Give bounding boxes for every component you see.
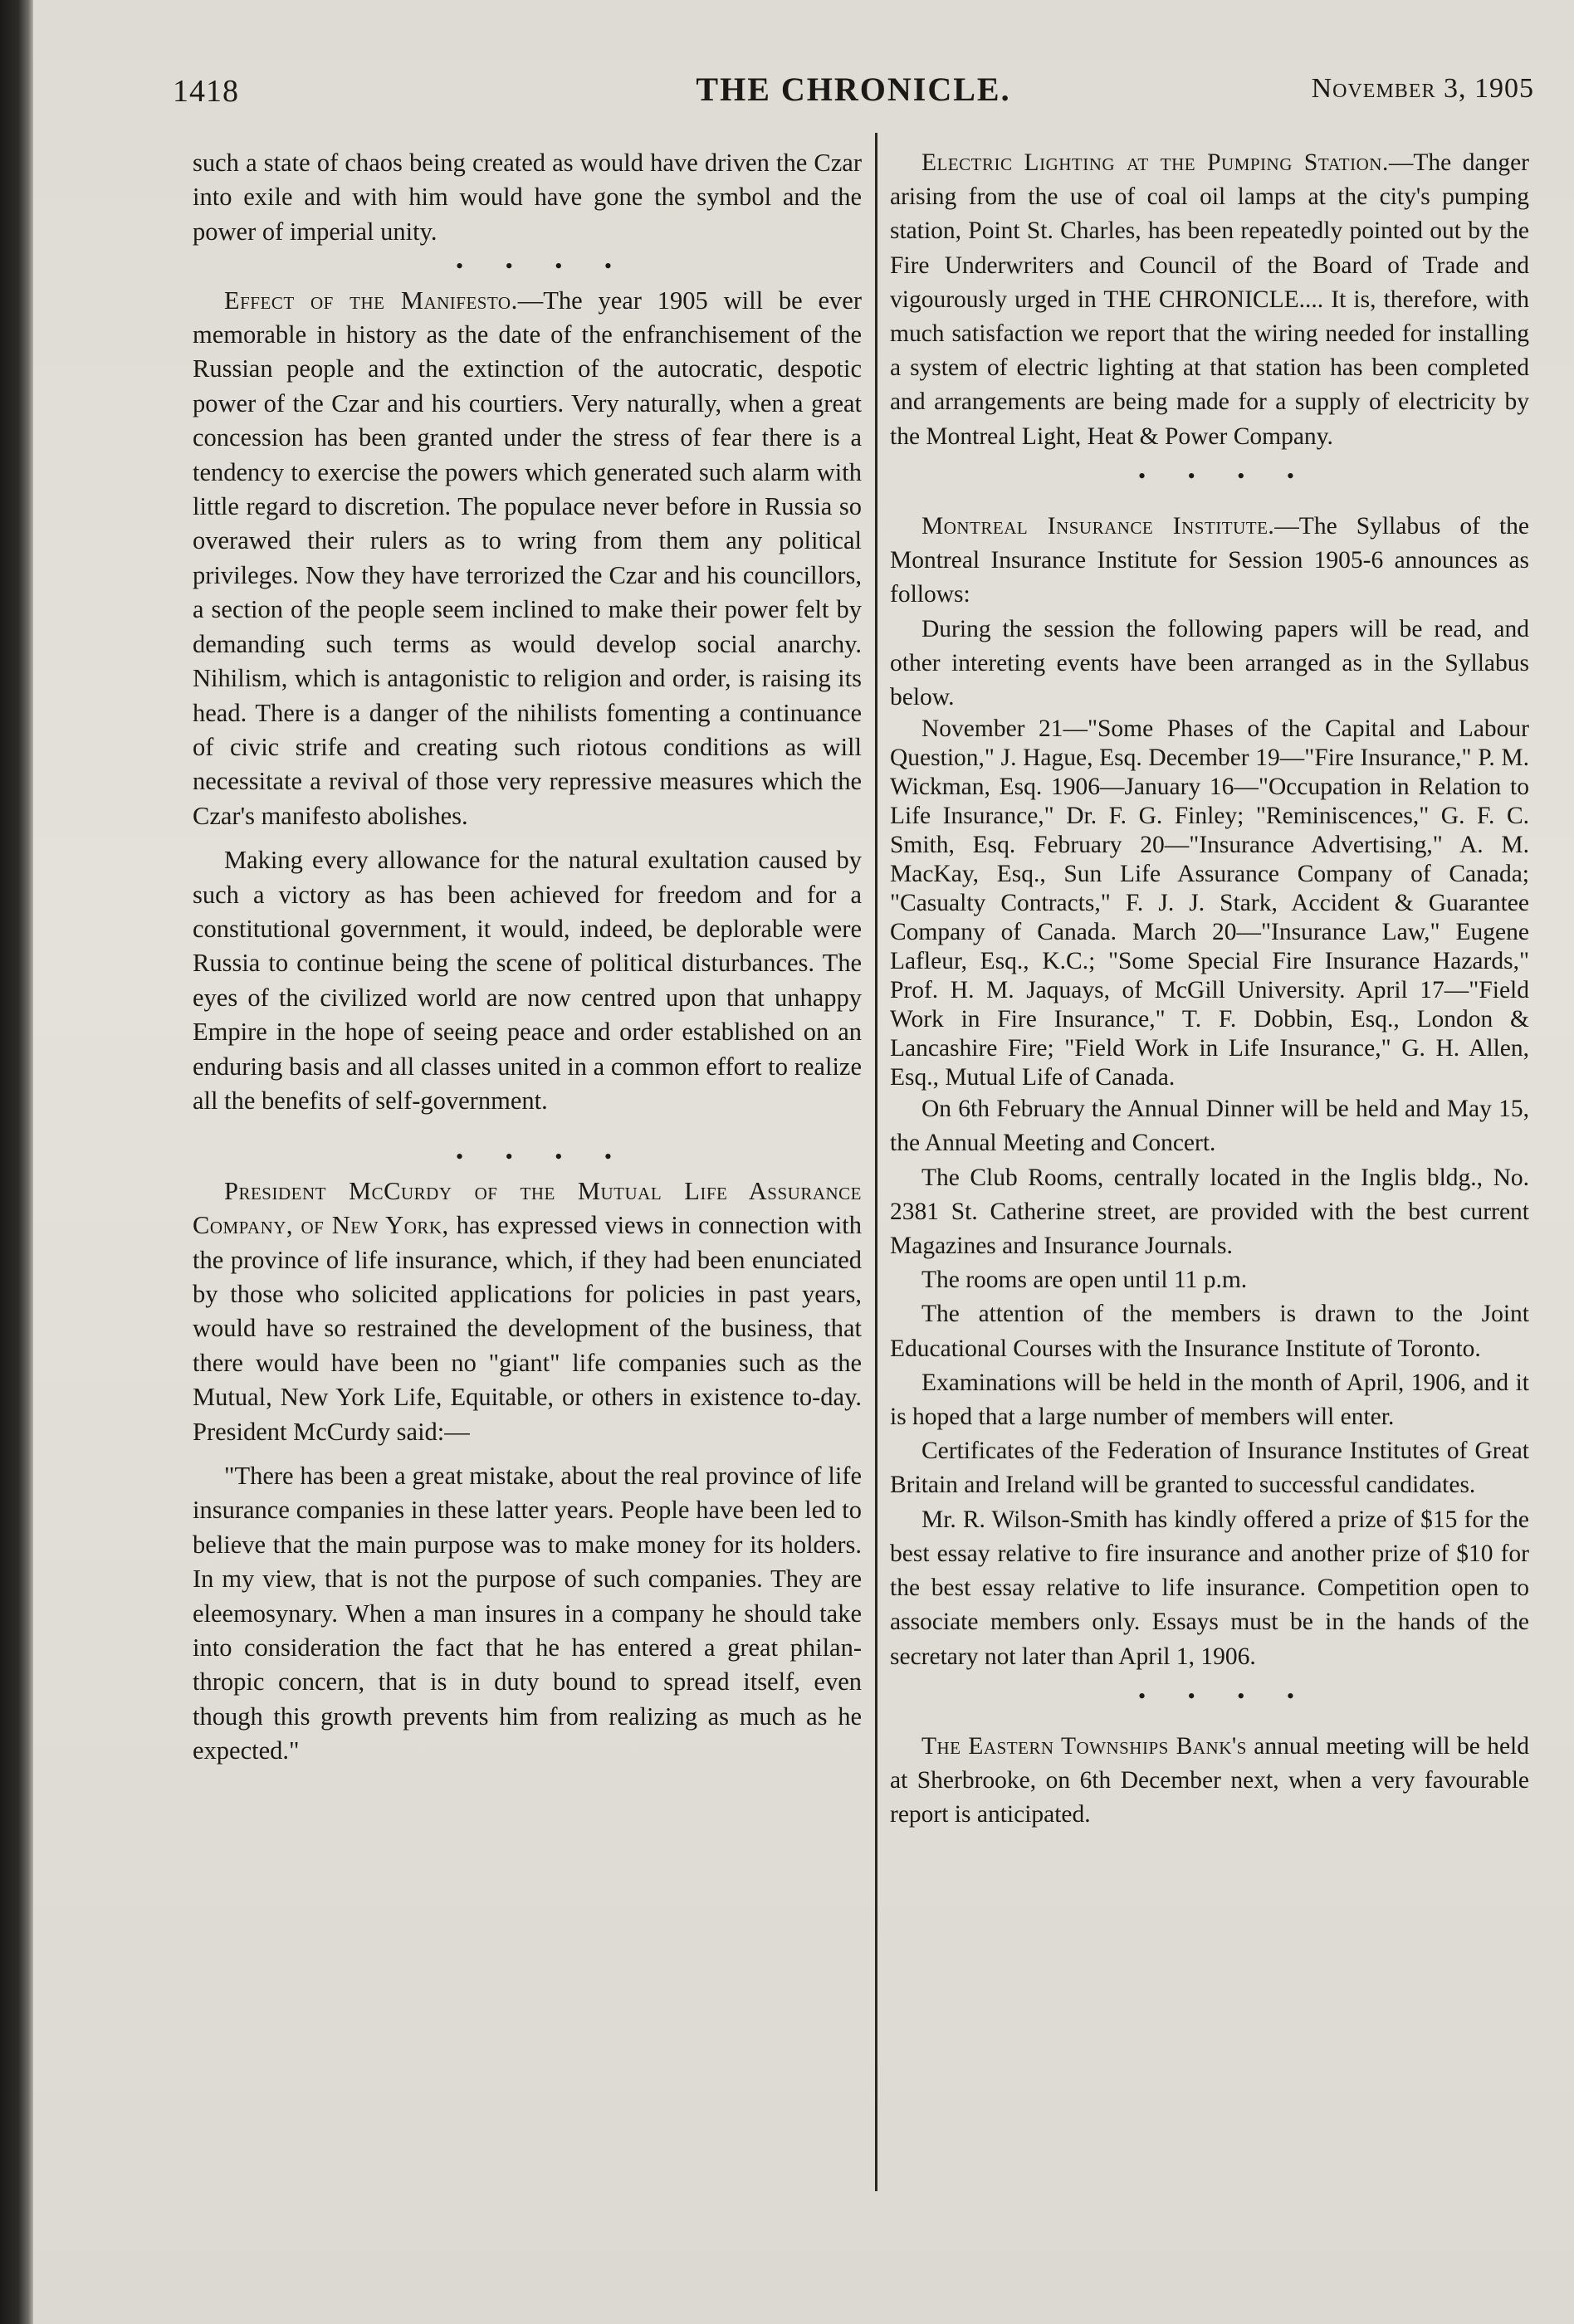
institute-intro: —The Syllabus of the Montreal Insurance Institute for Session 1905-6 announces as follows: xyxy=(890,513,1529,608)
institute-paragraph: The rooms are open until 11 p.m. xyxy=(921,1267,1248,1294)
institute-paragraph: The Club Rooms, centrally located in the Inglis bldg., No. 2381 St. Catherine street, are provided with the best current Magazines and Insurance Journals. xyxy=(890,1164,1529,1260)
institute-paragraph: During the session the following papers will be read, and other intereting events have been arranged as in the Syllabus below. xyxy=(890,615,1529,711)
section-separator: • • • • xyxy=(1138,463,1312,488)
manifesto-body: —The year 1905 will be ever memorable in history as the date of the enfranchisement of the Russian people and the extinction of the autocratic, despotic power of the Czar and his courtiers. Very naturally, when a great concession has been granted under the stress of fear there is a tendency to exercise the powers which generated such alarm with little regard to discretion. The populace never before in Russia so overawed their rulers as to wring from them any political privileges. Now they have terrorized the Czar and his councillors, a section of the people seem inclined to make their power felt by demanding such terms as would develop social anarchy. Nihilism, which is antagonistic to religion and order, is raising its head. There is a danger of the nihilists fomenting a continuance of civic strife and creating such riotous conditions as will necessitate a revival of those very repressive measures which the Czar's manifesto abolishes. xyxy=(193,286,862,830)
book-spine-shadow xyxy=(0,0,33,2324)
electric-lighting-heading: Electric Lighting at the Pumping Station. xyxy=(921,149,1389,176)
manifesto-paragraph: Making every allowance for the natural exultation caused by such a victory as has been achieved for freedom and for a constitutional government, it would, indeed, be deplorable were Russia to continue being the scene of political disturbances. The eyes of the civilized world are now centred upon that unhappy Empire in the hope of seeing peace and order established on an enduring basis and all classes united in a common effort to realize all the benefits of self-government. xyxy=(193,846,862,1115)
left-column xyxy=(193,146,862,1769)
institute-paragraph: On 6th February the Annual Dinner will be held and May 15, the Annual Meeting and Concert. xyxy=(890,1096,1529,1157)
section-separator: • • • • xyxy=(456,1145,630,1169)
czar-paragraph-end: such a state of chaos being created as would have driven the Czar into exile and with him would have gone the symbol and the power of imperial unity. xyxy=(193,149,862,246)
bank-body: annual meeting will be held at Sherbrooke, on 6th December next, when a very favourable report is anticipated. xyxy=(890,1732,1529,1828)
section-separator: • • • • xyxy=(456,254,630,279)
column-divider xyxy=(875,133,877,2191)
page-number: 1418 xyxy=(173,74,239,109)
bank-article xyxy=(890,1730,1529,1833)
page xyxy=(33,0,1574,2324)
institute-paragraph: Examinations will be held in the month of April, 1906, and it is hoped that a large number of members will enter. xyxy=(890,1369,1529,1431)
mccurdy-body: has expressed views in connection with the province of life insurance, which, if they had been enunciated by those who solicited applications for policies in past years, would have so restrained the development of the business, that there would have been no "giant" life companies such as the Mutual, New York Life, Equitable, or others in existence to-day. President McCurdy said:— xyxy=(193,1211,862,1446)
electric-lighting-body: —The danger arising from the use of coal oil lamps at the city's pumping station, Point St. Charles, has been repeatedly pointed out by the Fire Underwriters and Council of the Board of Trade and vigourously urged in THE CHRONICLE.... It is, therefore, with much satisfaction we report that the wiring needed for installing a system of electric lighting at that station has been completed and arrangements are being made for a supply of electricity by the Montreal Light, Heat & Power Company. xyxy=(890,149,1530,450)
section-separator: • • • • xyxy=(1138,1683,1312,1708)
institute-article xyxy=(890,510,1529,613)
institute-paragraph: Certificates of the Federation of Insurance Institutes of Great Britain and Ireland will be granted to successful candidates. xyxy=(890,1438,1529,1499)
issue-date: November 3, 1905 xyxy=(1311,73,1534,104)
manifesto-heading: Effect of the Manifesto. xyxy=(224,286,518,315)
institute-paragraph: Mr. R. Wilson-Smith has kindly offered a prize of $15 for the best essay relative to fire insurance and another prize of $10 for the best essay relative to life insurance. Competition open to associate members only. Essays must be in the hands of the secretary not later than April 1, 1906. xyxy=(890,1506,1529,1670)
bank-heading: The Eastern Townships Bank's xyxy=(921,1732,1247,1760)
institute-heading: Montreal Insurance Institute. xyxy=(921,513,1275,540)
institute-syllabus: November 21—"Some Phases of the Capital and Labour Question," J. Hague, Esq. December 19—"Fire Insurance," P. M. Wickman, Esq. 1906—January 16—"Occupation in Relation to Life Insurance," Dr. F. G. Finley; "Reminiscences," G. F. C. Smith, Esq. February 20—"Insurance Advertising," A. M. MacKay, Esq., Sun Life Assurance Company of Canada; "Casualty Contracts," F. J. J. Stark, Accident & Guarantee Company of Canada. March 20—"Insurance Law," Eugene Lafleur, Esq., K.C.; "Some Special Fire Insurance Hazards," Prof. H. M. Jaquays, of McGill University. April 17—"Field Work in Fire Insurance," T. F. Dobbin, Esq., London & Lancashire Fire; "Field Work in Life Insurance," G. H. Allen, Esq., Mutual Life of Canada. xyxy=(890,715,1529,1091)
running-head xyxy=(173,73,1534,123)
mccurdy-article xyxy=(193,1174,862,1449)
institute-paragraph: The attention of the members is drawn to the Joint Educational Courses with the Insurance Institute of Toronto. xyxy=(890,1301,1529,1362)
right-column xyxy=(890,146,1529,1833)
mccurdy-heading: President McCurdy of the Mutual Life Assurance Company, of New York, xyxy=(193,1176,862,1240)
manifesto-article xyxy=(193,284,862,834)
electric-lighting-article xyxy=(890,146,1529,454)
mccurdy-quote: "There has been a great mistake, about the real province of life insurance companies in these latter years. People have been led to believe that the main purpose was to make money for its holders. In my view, that is not the purpose of such companies. They are eleemosynary. When a man insures in a company he should take into consideration the fact that he has entered a great philanthropic concern, that is in duty bound to spread itself, even though this growth prevents him from realizing as much as he expected." xyxy=(193,1462,862,1765)
publication-title: THE CHRONICLE. xyxy=(696,71,1011,108)
